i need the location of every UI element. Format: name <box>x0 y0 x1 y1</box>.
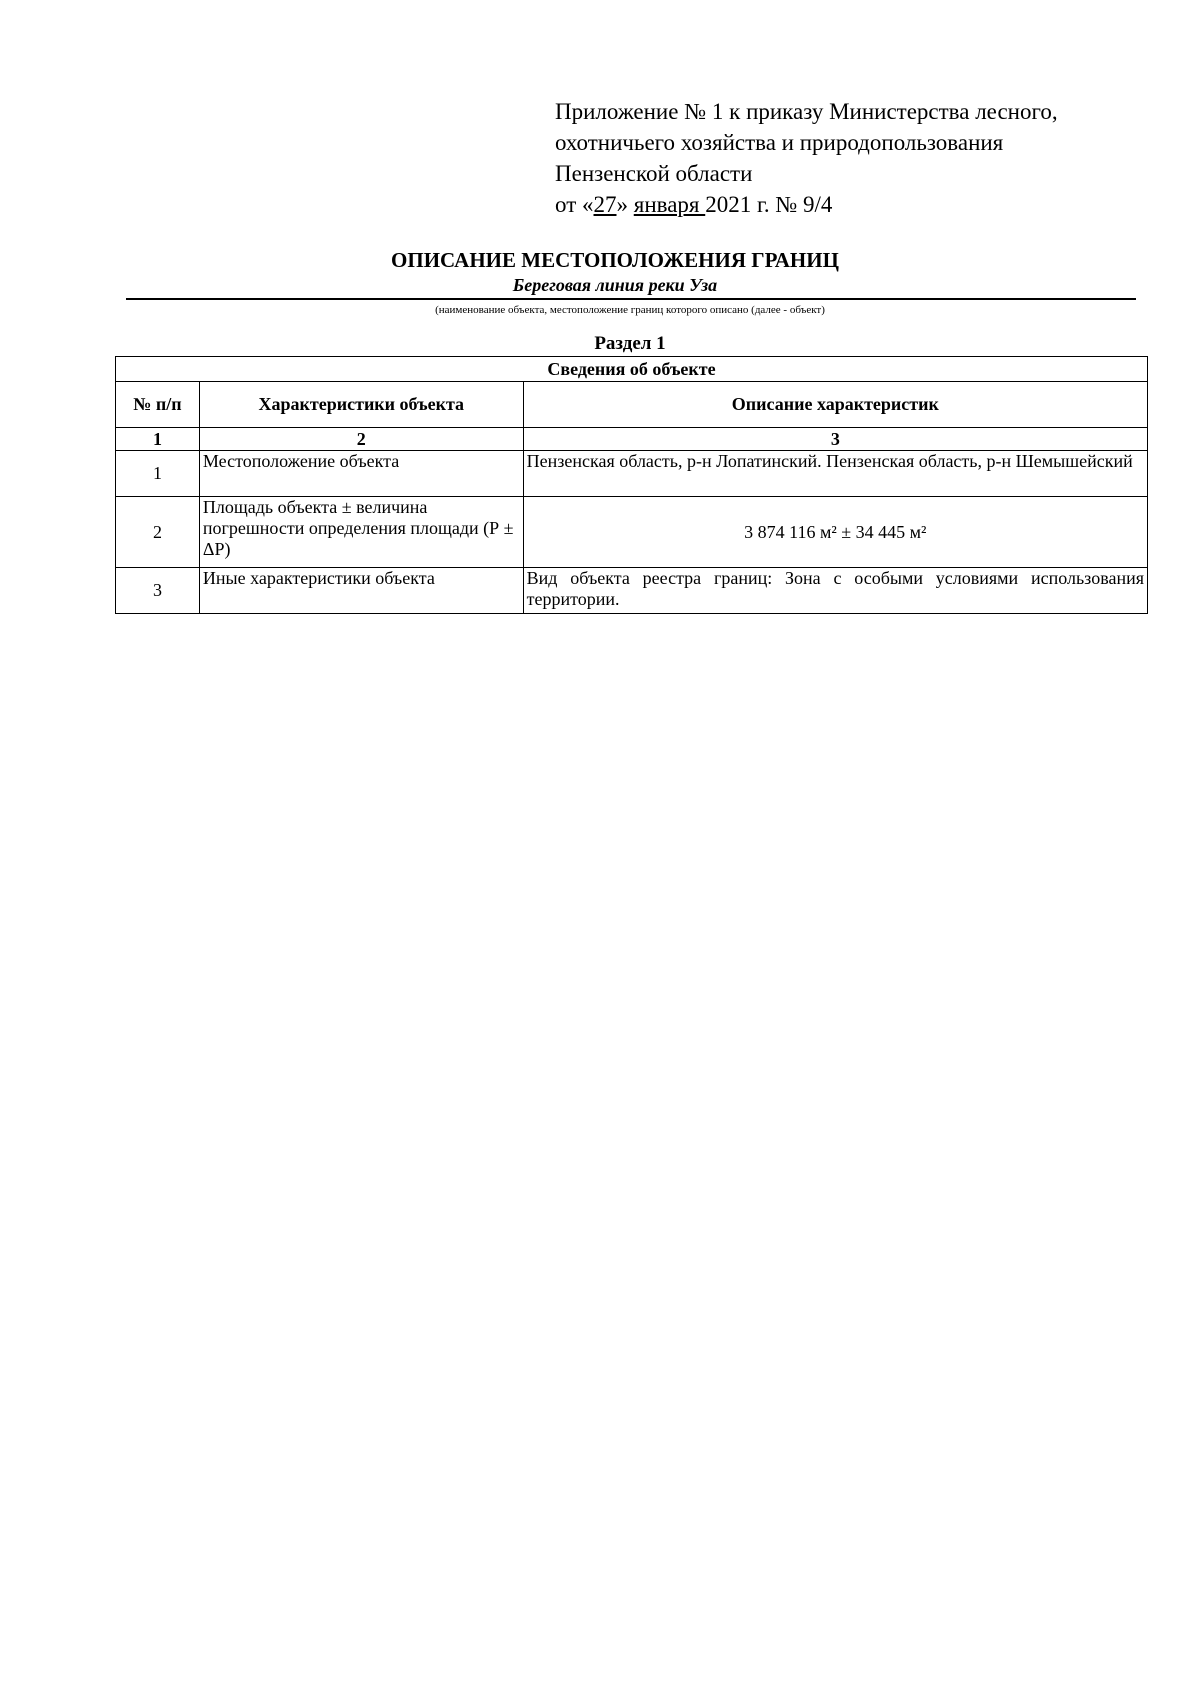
column-number: 2 <box>199 428 523 451</box>
row-characteristic: Иные характеристики объекта <box>199 568 523 614</box>
document-title: ОПИСАНИЕ МЕСТОПОЛОЖЕНИЯ ГРАНИЦ <box>391 248 839 272</box>
object-name: Береговая линия реки Уза <box>512 275 718 295</box>
row-value: Пензенская область, р-н Лопатинский. Пензенская область, р-н Шемышейский <box>523 451 1147 497</box>
table-header-row <box>116 382 1148 428</box>
column-number: 3 <box>523 428 1147 451</box>
appendix-line-2: охотничьего хозяйства и природопользования <box>555 130 1004 155</box>
row-value: Вид объекта реестра границ: Зона с особыми условиями использования территории. <box>523 568 1147 614</box>
object-name-note: (наименование объекта, местоположение границ которого описано (далее - объект) <box>435 304 825 316</box>
appendix-date-line <box>555 189 1155 220</box>
row-characteristic: Площадь объекта ± величина погрешности определения площади (Р ± ΔР) <box>199 497 523 568</box>
date-day: 27 <box>593 192 617 217</box>
table-row <box>116 451 1148 497</box>
table-caption-row <box>116 357 1148 382</box>
section-title: Раздел 1 <box>594 333 666 354</box>
appendix-block <box>555 96 1155 220</box>
header-characteristics: Характеристики объекта <box>199 382 523 428</box>
header-description: Описание характеристик <box>523 382 1147 428</box>
date-prefix: от « <box>555 192 594 217</box>
row-characteristic: Местоположение объекта <box>199 451 523 497</box>
column-number-row <box>116 428 1148 451</box>
table-caption: Сведения об объекте <box>116 357 1148 382</box>
appendix-line-3: Пензенской области <box>555 161 753 186</box>
row-number: 2 <box>116 497 200 568</box>
row-number: 3 <box>116 568 200 614</box>
object-info-table <box>115 356 1148 614</box>
column-number: 1 <box>116 428 200 451</box>
table-row <box>116 497 1148 568</box>
date-rest: 2021 г. № 9/4 <box>705 192 833 217</box>
date-month: января <box>633 192 706 217</box>
table-row <box>116 568 1148 614</box>
object-name-rule <box>126 298 1136 300</box>
row-value: 3 874 116 м² ± 34 445 м² <box>523 497 1147 568</box>
appendix-line-1: Приложение № 1 к приказу Министерства лесного, <box>555 99 1058 124</box>
header-num: № п/п <box>116 382 200 428</box>
row-number: 1 <box>116 451 200 497</box>
date-sep: » <box>616 192 634 217</box>
